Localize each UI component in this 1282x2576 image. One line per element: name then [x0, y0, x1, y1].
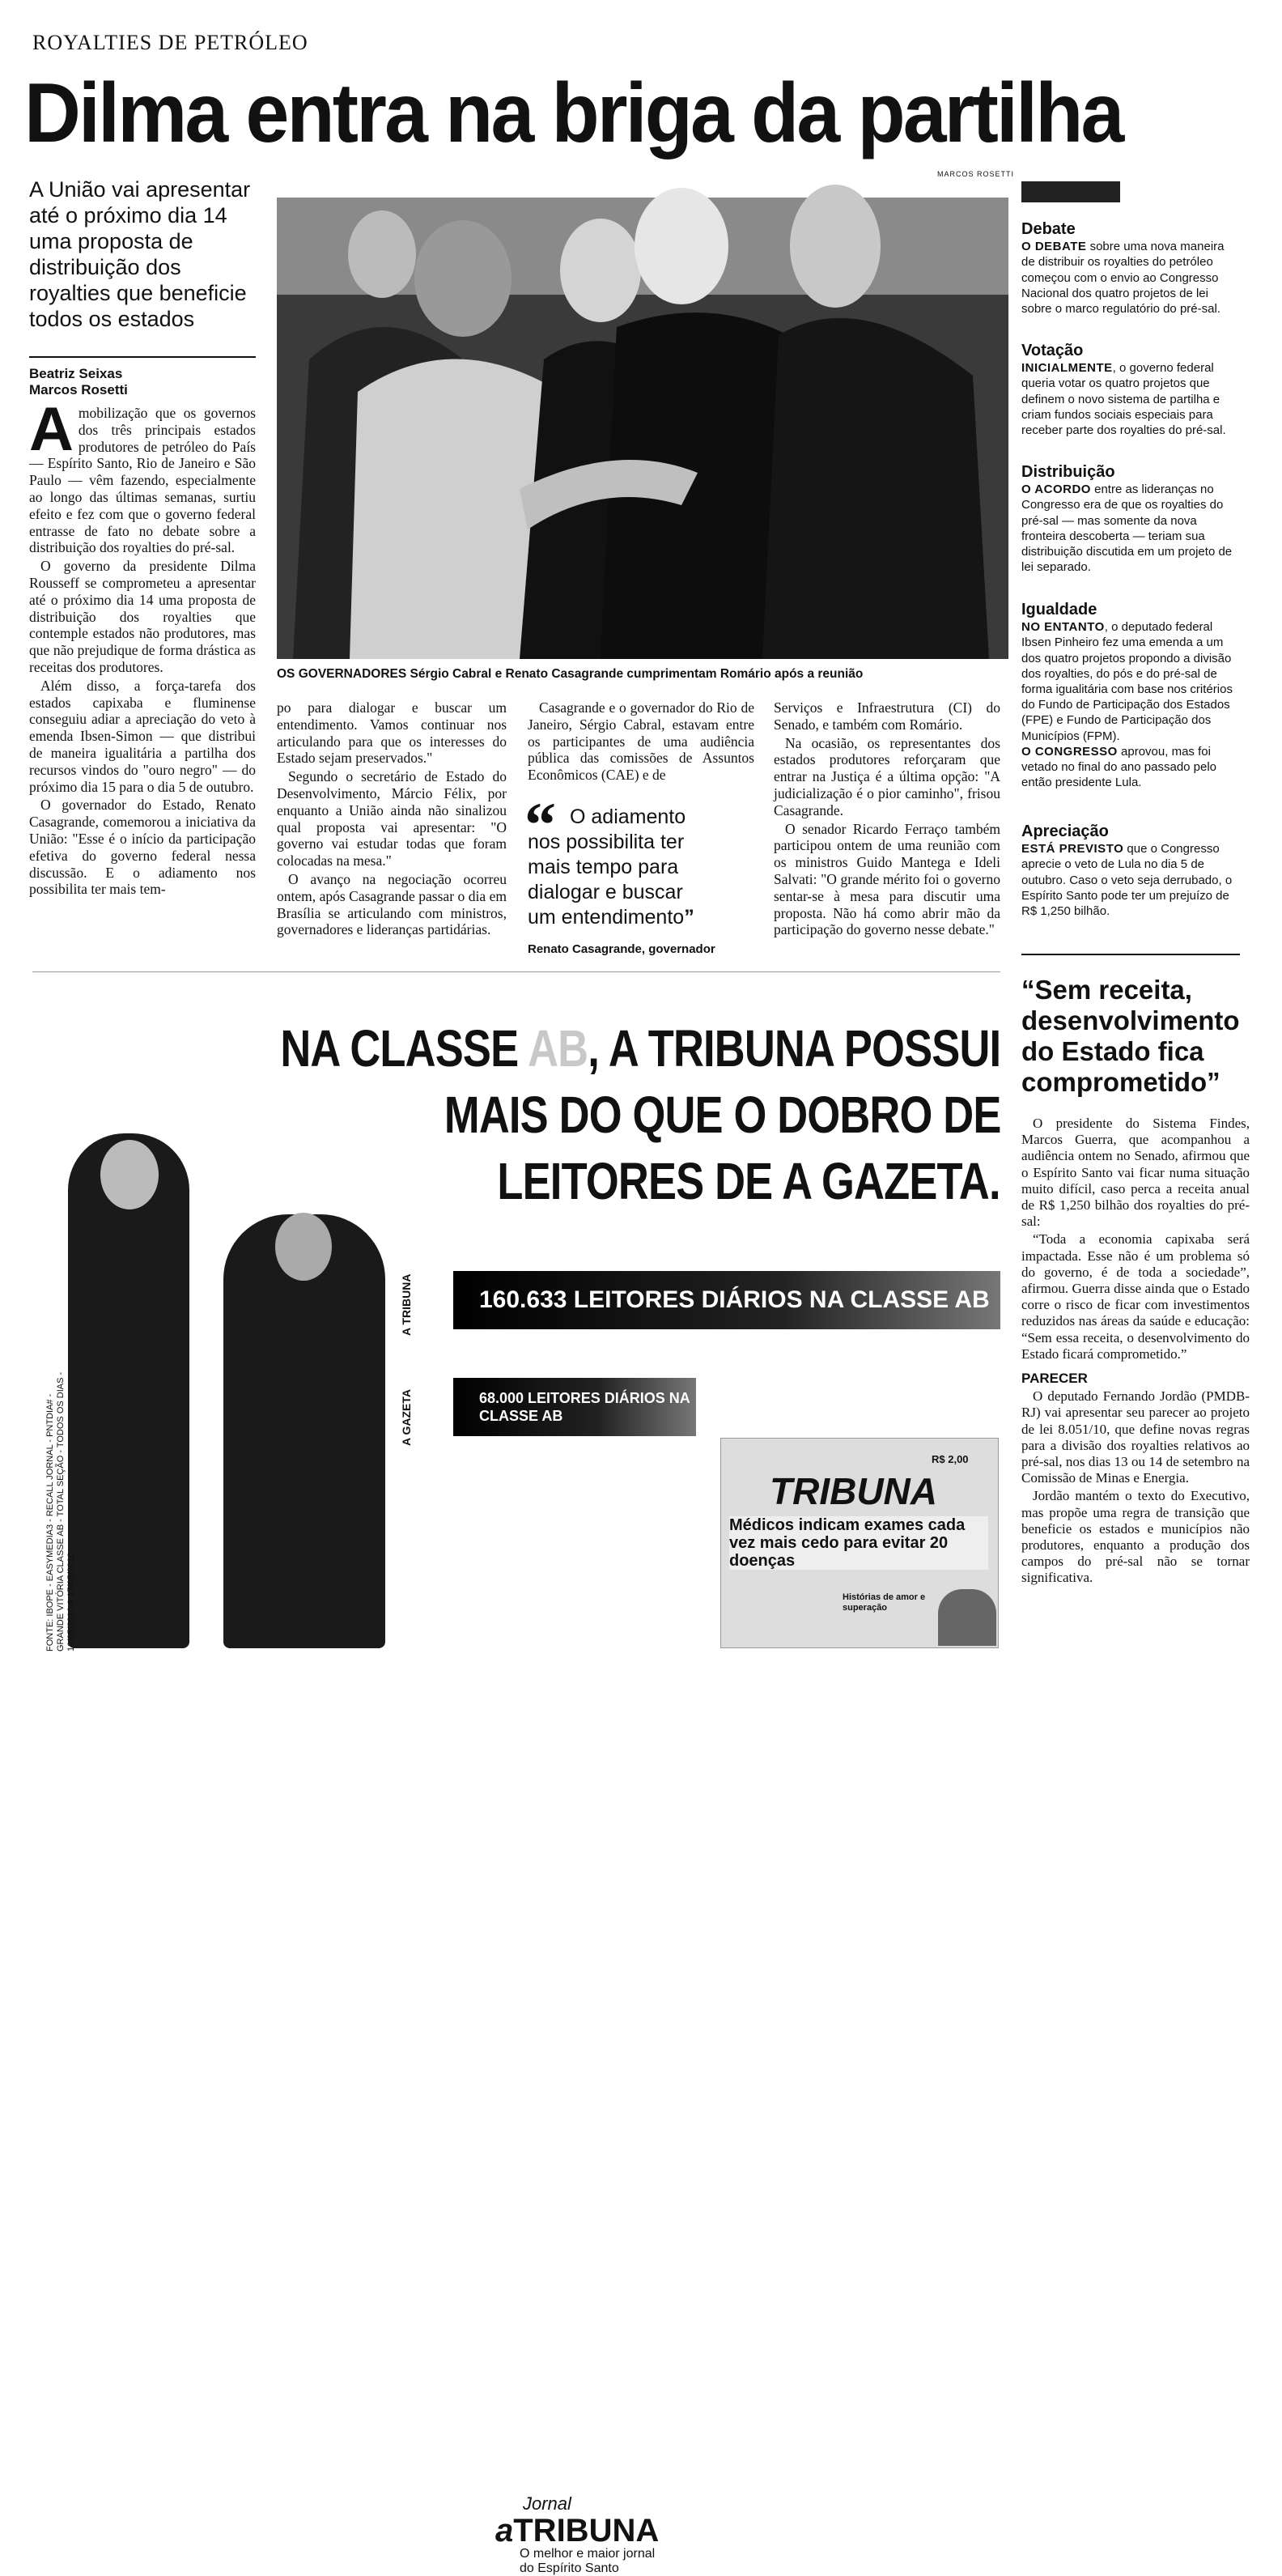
newspaper-thumbnail	[720, 1438, 999, 1648]
sidebar-text: que o Congresso aprecie o veto de Lula no dia 5 de outubro. Caso o veto seja derrubado, o Espírito Santo pode ter um prejuízo de R$ 1,250 bilhão.	[1021, 842, 1233, 919]
divider	[29, 356, 256, 358]
article-paragraph: Casagrande e o governador do Rio de Janeiro, Sérgio Cabral, estavam entre os participantes de uma audiência pública das comissões de Assuntos Econômicos (CAE) e de	[528, 699, 754, 784]
byline-author: Marcos Rosetti	[29, 382, 128, 397]
section-kicker: ROYALTIES DE PETRÓLEO	[32, 31, 308, 54]
dropcap: A	[29, 395, 74, 464]
ad-headline-line1	[280, 1018, 1000, 1078]
article-paragraph: O governador do Estado, Renato Casagrande, comemorou a iniciativa da União: "Esse é o início da participação efetiva do governo federal nessa discussão. E o adiamento nos possibilita ter mais tem-	[29, 797, 256, 898]
sidebar-title: Distribuição	[1021, 463, 1115, 481]
photo-illustration	[277, 198, 1008, 659]
right-story-body	[1021, 1116, 1250, 1588]
article-paragraph: Segundo o secretário de Estado do Desenvolvimento, Márcio Félix, por enquanto a União ainda não sinalizou qual proposta vai apresentar: "O governo vai estudar todas que foram colocadas na mesa."	[277, 768, 507, 869]
bar-gazeta: 68.000 LEITORES DIÁRIOS NA CLASSE AB	[453, 1378, 696, 1436]
sidebar-lead: O ACORDO	[1021, 482, 1091, 497]
thumb-masthead: TRIBUNA	[770, 1470, 937, 1512]
ad-text: , A TRIBUNA POSSUI	[587, 1019, 1000, 1078]
sidebar-item-votacao	[1021, 343, 1238, 438]
article-paragraph: “Toda a economia capixaba será impactada. Esse não é um problema só do governo, é de toda a sociedade”, afirmou. Guerra disse ainda que o Estado corre o risco de ficar com investimentos reduzidos nas áreas da saúde e educação: “Sem essa receita, o desenvolvimento do Estado ficará comprometido.”	[1021, 1231, 1250, 1362]
sidebar-text: aprovou, mas foi vetado no final do ano passado pelo então presidente Lula.	[1021, 744, 1217, 790]
sidebar-title: Igualdade	[1021, 601, 1097, 618]
thumb-photo	[938, 1589, 996, 1646]
article-column-1	[29, 395, 256, 899]
article-paragraph: O avanço na negociação ocorreu ontem, após Casagrande passar o dia em Brasília se articulando com ministros, governadores e lideranças partidárias.	[277, 870, 507, 938]
bar-label: A TRIBUNA	[400, 1273, 413, 1336]
article-column-4	[774, 699, 1000, 940]
ad-headline-line3: LEITORES DE A GAZETA.	[497, 1152, 1000, 1210]
article-paragraph: mobilização que os governos dos três principais estados produtores de petróleo do País — Espírito Santo, Rio de Janeiro e São Paulo — vêm fazendo, especialmente ao longo das últimas semanas, surtiu efeito e fez com que o governo federal entrasse de fato no debate sobre a distribuição dos royalties do pré-sal.	[29, 405, 256, 556]
bar-tribuna: 160.633 LEITORES DIÁRIOS NA CLASSE AB	[453, 1271, 1000, 1329]
thumb-price: R$ 2,00	[932, 1453, 969, 1465]
ad-divider	[32, 971, 1000, 972]
photo-caption	[277, 667, 863, 682]
ad-headline-line2: MAIS DO QUE O DOBRO DE	[444, 1086, 1000, 1144]
thumb-headline: Médicos indicam exames cada vez mais cedo para evitar 20 doenças	[729, 1516, 988, 1570]
tribuna-logo	[495, 2493, 690, 2576]
logo-a: a	[495, 2513, 514, 2548]
sidebar-item-debate	[1021, 222, 1238, 317]
news-photo	[277, 198, 1008, 659]
sidebar-title: Votação	[1021, 342, 1084, 359]
byline	[29, 366, 128, 398]
divider	[1021, 954, 1240, 955]
right-story-subhead: PARECER	[1021, 1371, 1088, 1387]
sidebar-banner	[1021, 181, 1120, 202]
thumb-box: Histórias de amor e superação	[843, 1592, 926, 1613]
pull-quote-attribution: Renato Casagrande, governador	[528, 942, 715, 956]
ad-person-woman	[68, 1133, 189, 1648]
headline: Dilma entra na briga da partilha	[24, 66, 1123, 160]
caption-lead: OS GOVERNADORES	[277, 667, 407, 681]
sidebar-text: sobre uma nova maneira de distribuir os royalties do petróleo começou com o envio ao Congresso Nacional dos quatro projetos de lei sobre o marco regulatório do pré-sal.	[1021, 240, 1225, 317]
article-paragraph: Na ocasião, os representantes dos estados produtores reforçaram que entrar na Justiça é a última opção: "A judicialização é o pior caminho", frisou Casagrande.	[774, 734, 1000, 818]
sidebar-lead: ESTÁ PREVISTO	[1021, 842, 1124, 857]
advertisement	[32, 971, 1000, 2575]
subhead: A União vai apresentar até o próximo dia 14 uma proposta de distribuição dos royalties que beneficie todos os estados	[29, 177, 251, 331]
article-paragraph: po para dialogar e buscar um entendimento. Vamos continuar nos articulando para que os interesses do Estado sejam preservados."	[277, 699, 507, 767]
open-quote-icon: “	[524, 789, 556, 860]
article-paragraph: O governo da presidente Dilma Rousseff se comprometeu a apresentar até o próximo dia 14 uma proposta de distribuição dos royalties que contemple estados não produtores, mas que não prejudique de forma drástica as receitas dos produtores.	[29, 558, 256, 675]
article-paragraph: Jordão mantém o texto do Executivo, mas propõe uma regra de transição que beneficie os estados e municípios não produtores, enquanto a produção dos campos do pré-sal não se tornar significativa.	[1021, 1488, 1250, 1586]
sidebar-lead: INICIALMENTE	[1021, 361, 1113, 376]
article-paragraph: O presidente do Sistema Findes, Marcos Guerra, que acompanhou a audiência ontem no Senado, afirmou que o Espírito Santo vai ficar numa situação muito difícil, caso perca a receita anual de R$ 1,250 bilhão dos royalties do pré-sal:	[1021, 1116, 1250, 1230]
ad-source-note: FONTE: IBOPE - EASYMEDIA3 - RECALL JORNAL - PNTDIA# - GRANDE VITÓRIA CLASSE AB - TOTAL SEÇÃO - TODOS OS DIAS - 10/05/2010 A 17/05/2010	[45, 1371, 76, 1651]
article-paragraph: O senador Ricardo Ferraço também participou ontem de uma reunião com os ministros Guido Mantega e Ideli Salvati: "O grande mérito foi o governo sentar-se à mesa para discutir uma proposta. Não há como abrir mão da participação do governo nesse debate."	[774, 820, 1000, 938]
logo-tribuna: TRIBUNA	[513, 2513, 660, 2548]
pull-quote	[528, 805, 706, 930]
article-paragraph: O deputado Fernando Jordão (PMDB-RJ) vai apresentar seu parecer ao projeto de lei 8.051/10, que define novas regras para a divisão dos royalties relativos ao pré-sal, nos dias 13 ou 14 de setembro na Comissão de Minas e Energia.	[1021, 1388, 1250, 1486]
article-column-3	[528, 699, 754, 785]
caption-text: Sérgio Cabral e Renato Casagrande cumprimentam Romário após a reunião	[406, 667, 864, 681]
ad-ab: AB	[527, 1019, 588, 1078]
ad-person-face	[275, 1213, 332, 1281]
byline-author: Beatriz Seixas	[29, 366, 123, 381]
sidebar-lead: O CONGRESSO	[1021, 744, 1118, 759]
article-paragraph: Serviços e Infraestrutura (CI) do Senado, e também com Romário.	[774, 699, 1000, 733]
close-quote-icon: ”	[684, 906, 694, 929]
photo-credit: MARCOS ROSETTI	[937, 170, 1015, 178]
sidebar-item-apreciacao	[1021, 824, 1238, 919]
article-column-2	[277, 699, 507, 940]
logo-tagline: O melhor e maior jornal do Espírito Santo	[520, 2547, 656, 2575]
sidebar-item-igualdade	[1021, 602, 1238, 790]
bar-label: A GAZETA	[400, 1389, 413, 1446]
ad-person-face	[100, 1140, 159, 1209]
sidebar-title: Apreciação	[1021, 823, 1109, 840]
logo-wordmark	[495, 2514, 690, 2547]
sidebar-text: , o deputado federal Ibsen Pinheiro fez uma emenda a um dos quatro projetos propondo a divisão dos royalties, do pós e do pré-sal de forma igualitária com base nos critérios do Fundo de Participação dos Estados (FPE) e Fundo de Participação dos Municípios (FPM).	[1021, 620, 1233, 743]
logo-jornal: Jornal	[523, 2493, 571, 2514]
sidebar-text: , o governo federal queria votar os quatro projetos que definem o novo sistema de partilha e criam fundos sociais especiais para receber parte dos royalties do pré-sal.	[1021, 361, 1226, 438]
sidebar-lead: NO ENTANTO	[1021, 620, 1105, 635]
sidebar-title: Debate	[1021, 220, 1076, 238]
sidebar-text: entre as lideranças no Congresso era de que os royalties do pré-sal — mas somente da nova fronteira descoberta — teriam sua distribuição discutida em um projeto de lei separado.	[1021, 482, 1233, 575]
pull-quote-text: O adiamento nos possibilita ter mais tempo para dialogar e buscar um entendimento	[528, 806, 686, 929]
sidebar-item-distribuicao	[1021, 465, 1238, 575]
right-story-headline: “Sem receita, desenvolvimento do Estado fica comprometido”	[1021, 975, 1240, 1097]
sidebar-lead: O DEBATE	[1021, 240, 1087, 254]
article-paragraph: Além disso, a força-tarefa dos estados capixaba e fluminense conseguiu adiar a apreciação do veto à emenda Ibsen-Simon — que distribui de maneira igualitária a partilha dos recursos vindos do "ouro negro" — do próximo dia 15 para o dia 5 de outubro.	[29, 677, 256, 795]
ad-text: NA CLASSE	[280, 1019, 528, 1078]
